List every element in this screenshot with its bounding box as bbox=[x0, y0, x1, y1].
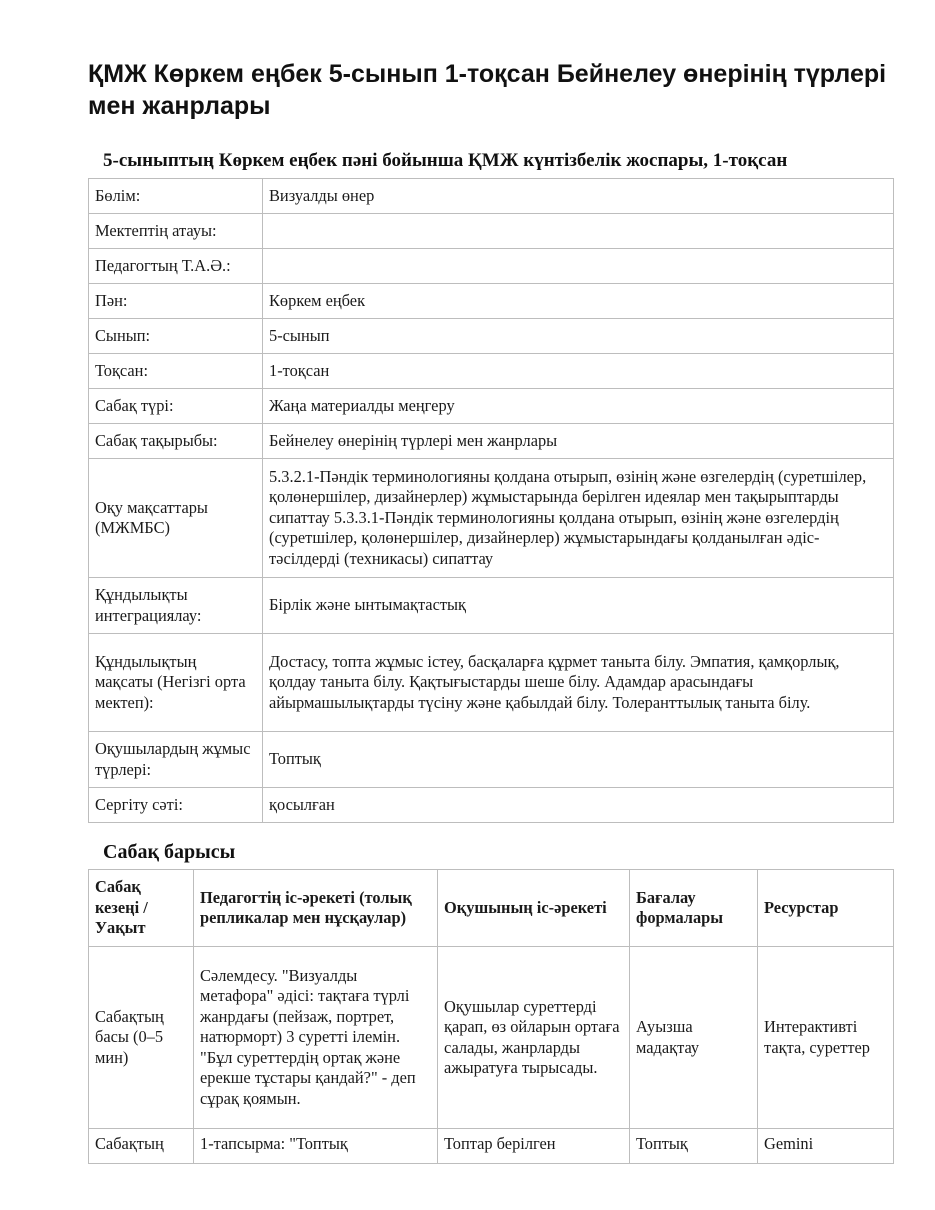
student-activity-cell: Оқушылар суреттерді қарап, өз ойларын ортаға салады, жанрларды ажыратуға тырысады. bbox=[438, 947, 630, 1129]
info-row-lesson-topic bbox=[89, 424, 894, 459]
info-row-subject bbox=[89, 284, 894, 319]
info-label: Құндылықты интеграциялау: bbox=[89, 578, 263, 634]
info-label: Педагогтың Т.А.Ә.: bbox=[89, 249, 263, 284]
info-value: Көркем еңбек bbox=[263, 284, 894, 319]
table-row bbox=[89, 1129, 894, 1164]
assessment-cell: Топтық bbox=[630, 1129, 758, 1164]
stage-cell: Сабақтың басы (0–5 мин) bbox=[89, 947, 194, 1129]
info-row-lesson-type bbox=[89, 389, 894, 424]
info-row-learning-objectives bbox=[89, 459, 894, 578]
info-label: Мектептің атауы: bbox=[89, 214, 263, 249]
plan-heading: 5-сыныптың Көркем еңбек пәні бойынша ҚМЖ күнтізбелік жоспары, 1-тоқсан bbox=[103, 150, 788, 171]
info-value: Достасу, топта жұмыс істеу, басқаларға құрмет таныта білу. Эмпатия, қамқорлық, қолдау таныта білу. Қақтығыстарды шеше білу. Адамдар арасындағы айырмашылықтарды түсіну және қабылдай білу. Толеранттылық таныта білу. bbox=[263, 634, 894, 732]
info-value bbox=[263, 214, 894, 249]
info-value: Топтық bbox=[263, 732, 894, 788]
info-row-value-purpose bbox=[89, 634, 894, 732]
teacher-activity-cell: Сәлемдесу. "Визуалды метафора" әдісі: тақтаға түрлі жанрдағы (пейзаж, портрет, натюрморт) 3 суретті ілемін. "Бұл суреттердің ортақ және ерекше тұстары қандай?" - деп сұрақ қоямын. bbox=[194, 947, 438, 1129]
lesson-info-table bbox=[88, 178, 894, 823]
info-value: қосылған bbox=[263, 788, 894, 823]
info-value: Бірлік және ынтымақтастық bbox=[263, 578, 894, 634]
info-label: Пән: bbox=[89, 284, 263, 319]
column-header-stage: Сабақ кезеңі / Уақыт bbox=[89, 870, 194, 947]
info-label: Оқу мақсаттары (МЖМБС) bbox=[89, 459, 263, 578]
document-title: ҚМЖ Көркем еңбек 5-сынып 1-тоқсан Бейнелеу өнерінің түрлері мен жанрлары bbox=[88, 60, 887, 120]
lesson-table-header-row bbox=[89, 870, 894, 947]
column-header-student-activity: Оқушының іс-әрекеті bbox=[438, 870, 630, 947]
teacher-activity-cell: 1-тапсырма: "Топтық bbox=[194, 1129, 438, 1164]
lesson-progress-heading: Сабақ барысы bbox=[103, 841, 236, 863]
info-label: Тоқсан: bbox=[89, 354, 263, 389]
resources-cell: Интерактивті тақта, суреттер bbox=[758, 947, 894, 1129]
info-value: 5-сынып bbox=[263, 319, 894, 354]
info-row-school bbox=[89, 214, 894, 249]
info-row-work-types bbox=[89, 732, 894, 788]
info-value: 5.3.2.1-Пәндік терминологияны қолдана отырып, өзінің және өзгелердің (суретшілер, қолөнершілер, дизайнерлер) жұмыстарында берілген идеялар мен тақырыптарды сипаттау 5.3.3.1-Пәндік терминологияны қолдана отырып, өзінің және өзгелердің (суретшілер, қолөнершілер, дизайнерлер) жұмыстарындағы қолданылған әдіс-тәсілдерді (техникасы) сипаттау bbox=[263, 459, 894, 578]
info-value: 1-тоқсан bbox=[263, 354, 894, 389]
column-header-teacher-activity: Педагогтің іс-әрекеті (толық репликалар мен нұсқаулар) bbox=[194, 870, 438, 947]
student-activity-cell: Топтар берілген bbox=[438, 1129, 630, 1164]
info-label: Сабақ тақырыбы: bbox=[89, 424, 263, 459]
info-row-teacher bbox=[89, 249, 894, 284]
info-row-value-integration bbox=[89, 578, 894, 634]
info-row-quarter bbox=[89, 354, 894, 389]
resources-cell: Gemini bbox=[758, 1129, 894, 1164]
info-value: Визуалды өнер bbox=[263, 179, 894, 214]
assessment-cell: Ауызша мадақтау bbox=[630, 947, 758, 1129]
info-value bbox=[263, 249, 894, 284]
info-label: Сабақ түрі: bbox=[89, 389, 263, 424]
info-value: Жаңа материалды меңгеру bbox=[263, 389, 894, 424]
info-label: Құндылықтың мақсаты (Негізгі орта мектеп): bbox=[89, 634, 263, 732]
info-label: Оқушылардың жұмыс түрлері: bbox=[89, 732, 263, 788]
column-header-assessment: Бағалау формалары bbox=[630, 870, 758, 947]
info-label: Сынып: bbox=[89, 319, 263, 354]
table-row bbox=[89, 947, 894, 1129]
info-value: Бейнелеу өнерінің түрлері мен жанрлары bbox=[263, 424, 894, 459]
info-row-section bbox=[89, 179, 894, 214]
info-row-grade bbox=[89, 319, 894, 354]
stage-cell: Сабақтың bbox=[89, 1129, 194, 1164]
lesson-progress-table bbox=[88, 869, 894, 1164]
info-label: Сергіту сәті: bbox=[89, 788, 263, 823]
info-label: Бөлім: bbox=[89, 179, 263, 214]
info-row-warmup bbox=[89, 788, 894, 823]
column-header-resources: Ресурстар bbox=[758, 870, 894, 947]
